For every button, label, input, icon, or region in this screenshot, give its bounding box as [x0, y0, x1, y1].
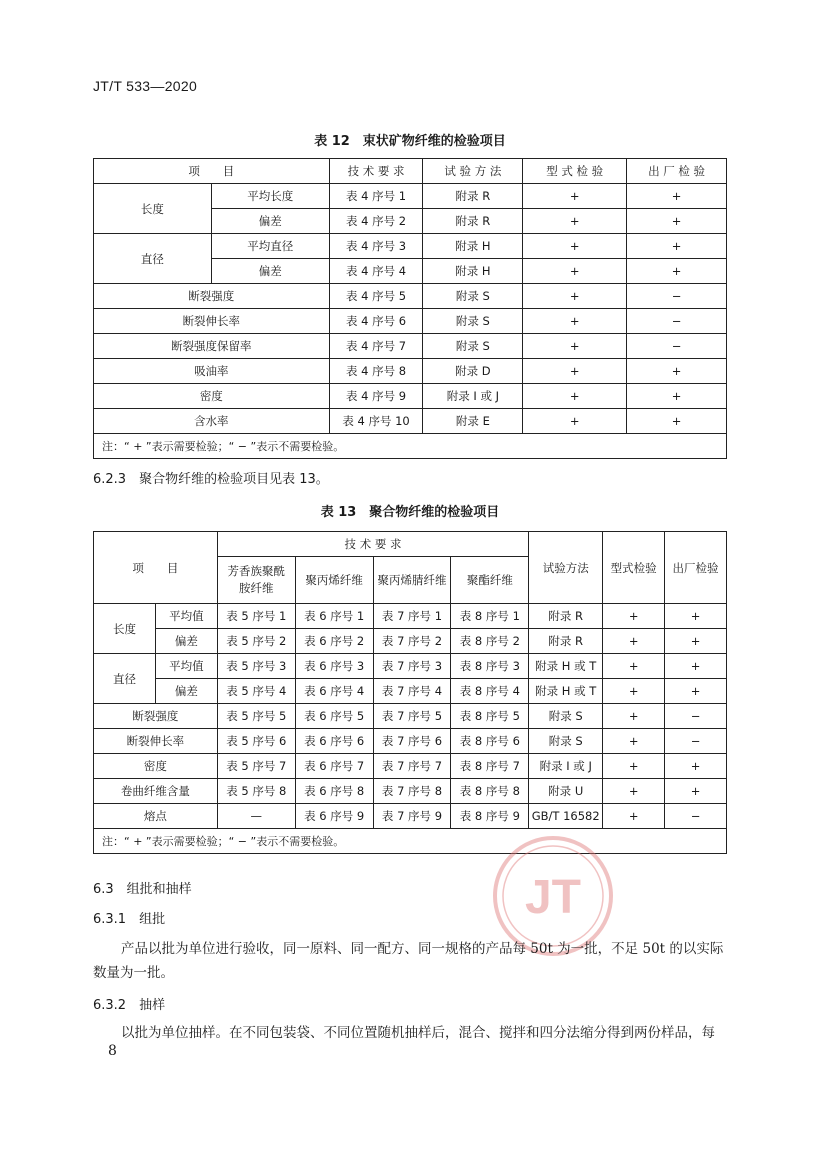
table13-method: 附录 I 或 J: [529, 754, 603, 779]
table13-method: 附录 H 或 T: [529, 654, 603, 679]
table13-c2: 表 6 序号 8: [295, 779, 373, 804]
table13-c1: 表 5 序号 6: [217, 729, 295, 754]
table12-item: 断裂伸长率: [94, 309, 330, 334]
table13-type-test: +: [603, 704, 665, 729]
table-row: [94, 334, 727, 359]
table13-method: 附录 R: [529, 604, 603, 629]
table12-tech: 表 4 序号 4: [329, 259, 423, 284]
table13-sub: 偏差: [155, 679, 217, 704]
table13-type-test: +: [603, 754, 665, 779]
table12-method: 附录 S: [423, 334, 523, 359]
table13-type-test: +: [603, 654, 665, 679]
table13-caption: 表 13 聚合物纤维的检验项目: [320, 505, 500, 520]
table13-c4: 表 8 序号 8: [451, 779, 529, 804]
table13-sub: 偏差: [155, 629, 217, 654]
table13-c3: 表 7 序号 7: [373, 754, 451, 779]
stamp-text: JT: [524, 871, 582, 924]
table12-tech: 表 4 序号 10: [329, 409, 423, 434]
table-row: [94, 309, 727, 334]
table12-factory-test: +: [627, 184, 727, 209]
table13-c1: 表 5 序号 1: [217, 604, 295, 629]
section-6-3-1-heading: 6.3.1 组批: [93, 912, 166, 927]
table12-note-row: [94, 434, 727, 459]
table13-sub: 平均值: [155, 604, 217, 629]
table12-type-test: +: [523, 234, 627, 259]
table12-note: 注：“ + ”表示需要检验；“ − ”表示不需要检验。: [94, 434, 727, 459]
table12-type-test: +: [523, 309, 627, 334]
page-number: 8: [108, 1043, 117, 1059]
table13-method: 附录 S: [529, 704, 603, 729]
para-6-3-1-line-1: 产品以批为单位进行验收，同一原料、同一配方、同一规格的产品每 50t 为一批，不足 50t 的以实际: [121, 941, 724, 957]
table13-c2: 表 6 序号 1: [295, 604, 373, 629]
table12-group-diameter: 直径: [94, 234, 212, 284]
table-row: [94, 804, 727, 829]
table13-group-diameter: 直径: [94, 654, 156, 704]
table-row: [94, 284, 727, 309]
table12-header-row: [94, 159, 727, 184]
table12-type-test: +: [523, 359, 627, 384]
table-row: [94, 604, 727, 629]
table12-type-test: +: [523, 209, 627, 234]
table12-type-test: +: [523, 409, 627, 434]
table12-factory-test: +: [627, 384, 727, 409]
table12-method: 附录 I 或 J: [423, 384, 523, 409]
table13-type-test: +: [603, 679, 665, 704]
table13-c2: 表 6 序号 5: [295, 704, 373, 729]
table-row: [94, 754, 727, 779]
table13-c1: —: [217, 804, 295, 829]
table12-factory-test: +: [627, 209, 727, 234]
table13-type-test: +: [603, 779, 665, 804]
table13-c3: 表 7 序号 9: [373, 804, 451, 829]
table12-tech: 表 4 序号 1: [329, 184, 423, 209]
table12-type-test: +: [523, 334, 627, 359]
table13-method: 附录 H 或 T: [529, 679, 603, 704]
table13-c2: 表 6 序号 3: [295, 654, 373, 679]
table12-factory-test: +: [627, 359, 727, 384]
table12-item: 含水率: [94, 409, 330, 434]
document-code: JT/T 533—2020: [93, 78, 198, 94]
table13-c4: 表 8 序号 6: [451, 729, 529, 754]
table13-header-method: 试验方法: [529, 532, 603, 604]
table13-c4: 表 8 序号 3: [451, 654, 529, 679]
table12-method: 附录 E: [423, 409, 523, 434]
table13-header-tech: 技 术 要 求: [217, 532, 528, 557]
table13-header-polyester: 聚酯纤维: [451, 557, 529, 604]
table13-factory-test: +: [665, 679, 727, 704]
table13-note: 注：“ + ”表示需要检验；“ − ”表示不需要检验。: [94, 829, 727, 854]
table13-c3: 表 7 序号 8: [373, 779, 451, 804]
table13-c3: 表 7 序号 5: [373, 704, 451, 729]
table12-tech: 表 4 序号 5: [329, 284, 423, 309]
table12-sub: 偏差: [211, 259, 329, 284]
table12-tech: 表 4 序号 3: [329, 234, 423, 259]
table13-c3: 表 7 序号 1: [373, 604, 451, 629]
table12-group-length: 长度: [94, 184, 212, 234]
table12-factory-test: +: [627, 234, 727, 259]
section-6-3-2-heading: 6.3.2 抽样: [93, 998, 166, 1013]
table13-header-aramid: 芳香族聚酰胺纤维: [217, 557, 295, 604]
table12-item: 断裂强度保留率: [94, 334, 330, 359]
table13-note-row: [94, 829, 727, 854]
table13-item: 密度: [94, 754, 218, 779]
table12-method: 附录 R: [423, 184, 523, 209]
table12-factory-test: −: [627, 309, 727, 334]
table13-item: 卷曲纤维含量: [94, 779, 218, 804]
table13-c1: 表 5 序号 3: [217, 654, 295, 679]
section-6-3-heading: 6.3 组批和抽样: [93, 882, 192, 897]
table12-sub: 平均长度: [211, 184, 329, 209]
table13-c1: 表 5 序号 7: [217, 754, 295, 779]
table13-factory-test: +: [665, 604, 727, 629]
table13-c1: 表 5 序号 2: [217, 629, 295, 654]
table13-type-test: +: [603, 729, 665, 754]
table13-sub: 平均值: [155, 654, 217, 679]
table13-item: 断裂强度: [94, 704, 218, 729]
table13-type-test: +: [603, 804, 665, 829]
table12-caption: 表 12 束状矿物纤维的检验项目: [314, 134, 506, 149]
table13-method: GB/T 16582: [529, 804, 603, 829]
table13-factory-test: −: [665, 804, 727, 829]
table13-c1: 表 5 序号 4: [217, 679, 295, 704]
table12-type-test: +: [523, 184, 627, 209]
table13-method: 附录 S: [529, 729, 603, 754]
table13-group-length: 长度: [94, 604, 156, 654]
table12-factory-test: −: [627, 284, 727, 309]
table13-c4: 表 8 序号 2: [451, 629, 529, 654]
table12-type-test: +: [523, 259, 627, 284]
table12: [93, 158, 727, 459]
table12-method: 附录 S: [423, 284, 523, 309]
table13-header-polypropylene: 聚丙烯纤维: [295, 557, 373, 604]
table12-sub: 偏差: [211, 209, 329, 234]
table12-method: 附录 S: [423, 309, 523, 334]
table13-c2: 表 6 序号 9: [295, 804, 373, 829]
table13-item: 断裂伸长率: [94, 729, 218, 754]
table12-method: 附录 H: [423, 259, 523, 284]
table-row: [94, 729, 727, 754]
table13-factory-test: −: [665, 704, 727, 729]
table13-factory-test: +: [665, 654, 727, 679]
table12-factory-test: +: [627, 409, 727, 434]
table13-factory-test: +: [665, 754, 727, 779]
table13-c2: 表 6 序号 6: [295, 729, 373, 754]
table12-factory-test: +: [627, 259, 727, 284]
table12-header-item: 项 目: [94, 159, 330, 184]
table13-factory-test: −: [665, 729, 727, 754]
table13-header-type-test: 型式检验: [603, 532, 665, 604]
table13-header-factory-test: 出厂检验: [665, 532, 727, 604]
table12-header-type-test: 型 式 检 验: [523, 159, 627, 184]
table13-c1: 表 5 序号 5: [217, 704, 295, 729]
table13-c3: 表 7 序号 3: [373, 654, 451, 679]
table13-c2: 表 6 序号 2: [295, 629, 373, 654]
table12-method: 附录 R: [423, 209, 523, 234]
table12-tech: 表 4 序号 7: [329, 334, 423, 359]
table13-c4: 表 8 序号 5: [451, 704, 529, 729]
table13-header-row-1: [94, 532, 727, 557]
para-6-3-2-line-1: 以批为单位抽样。在不同包装袋、不同位置随机抽样后，混合、搅拌和四分法缩分得到两份样品，每: [121, 1025, 715, 1041]
table13-c4: 表 8 序号 1: [451, 604, 529, 629]
table13-c4: 表 8 序号 4: [451, 679, 529, 704]
table13-method: 附录 R: [529, 629, 603, 654]
table13-c3: 表 7 序号 4: [373, 679, 451, 704]
table-row: [94, 409, 727, 434]
table12-type-test: +: [523, 284, 627, 309]
table12-tech: 表 4 序号 8: [329, 359, 423, 384]
table13-c3: 表 7 序号 2: [373, 629, 451, 654]
table12-factory-test: −: [627, 334, 727, 359]
table12-header-factory-test: 出 厂 检 验: [627, 159, 727, 184]
table13-factory-test: +: [665, 779, 727, 804]
table13-c2: 表 6 序号 4: [295, 679, 373, 704]
table12-method: 附录 H: [423, 234, 523, 259]
table13-type-test: +: [603, 629, 665, 654]
table13-factory-test: +: [665, 629, 727, 654]
table-row: [94, 679, 727, 704]
table12-item: 断裂强度: [94, 284, 330, 309]
table-row: [94, 359, 727, 384]
table13-method: 附录 U: [529, 779, 603, 804]
table12-method: 附录 D: [423, 359, 523, 384]
table12-item: 密度: [94, 384, 330, 409]
table12-tech: 表 4 序号 6: [329, 309, 423, 334]
para-6-3-1-line-2: 数量为一批。: [93, 965, 174, 981]
table13-c4: 表 8 序号 9: [451, 804, 529, 829]
table12-header-tech: 技 术 要 求: [329, 159, 423, 184]
table12-tech: 表 4 序号 9: [329, 384, 423, 409]
table-row: [94, 779, 727, 804]
table13-item: 熔点: [94, 804, 218, 829]
table13-header-item: 项 目: [94, 532, 218, 604]
table-row: [94, 704, 727, 729]
table12-sub: 平均直径: [211, 234, 329, 259]
table-row: [94, 629, 727, 654]
para-6-2-3: 6.2.3 聚合物纤维的检验项目见表 13。: [93, 472, 329, 487]
table-row: [94, 384, 727, 409]
table13: [93, 531, 727, 854]
table-row: [94, 654, 727, 679]
table13-c2: 表 6 序号 7: [295, 754, 373, 779]
table13-header-polyacrylonitrile: 聚丙烯腈纤维: [373, 557, 451, 604]
table13-c3: 表 7 序号 6: [373, 729, 451, 754]
table13-c4: 表 8 序号 7: [451, 754, 529, 779]
table12-header-method: 试 验 方 法: [423, 159, 523, 184]
table12-tech: 表 4 序号 2: [329, 209, 423, 234]
table13-c1: 表 5 序号 8: [217, 779, 295, 804]
table12-type-test: +: [523, 384, 627, 409]
table-row: [94, 184, 727, 209]
table-row: [94, 234, 727, 259]
table12-item: 吸油率: [94, 359, 330, 384]
table13-type-test: +: [603, 604, 665, 629]
